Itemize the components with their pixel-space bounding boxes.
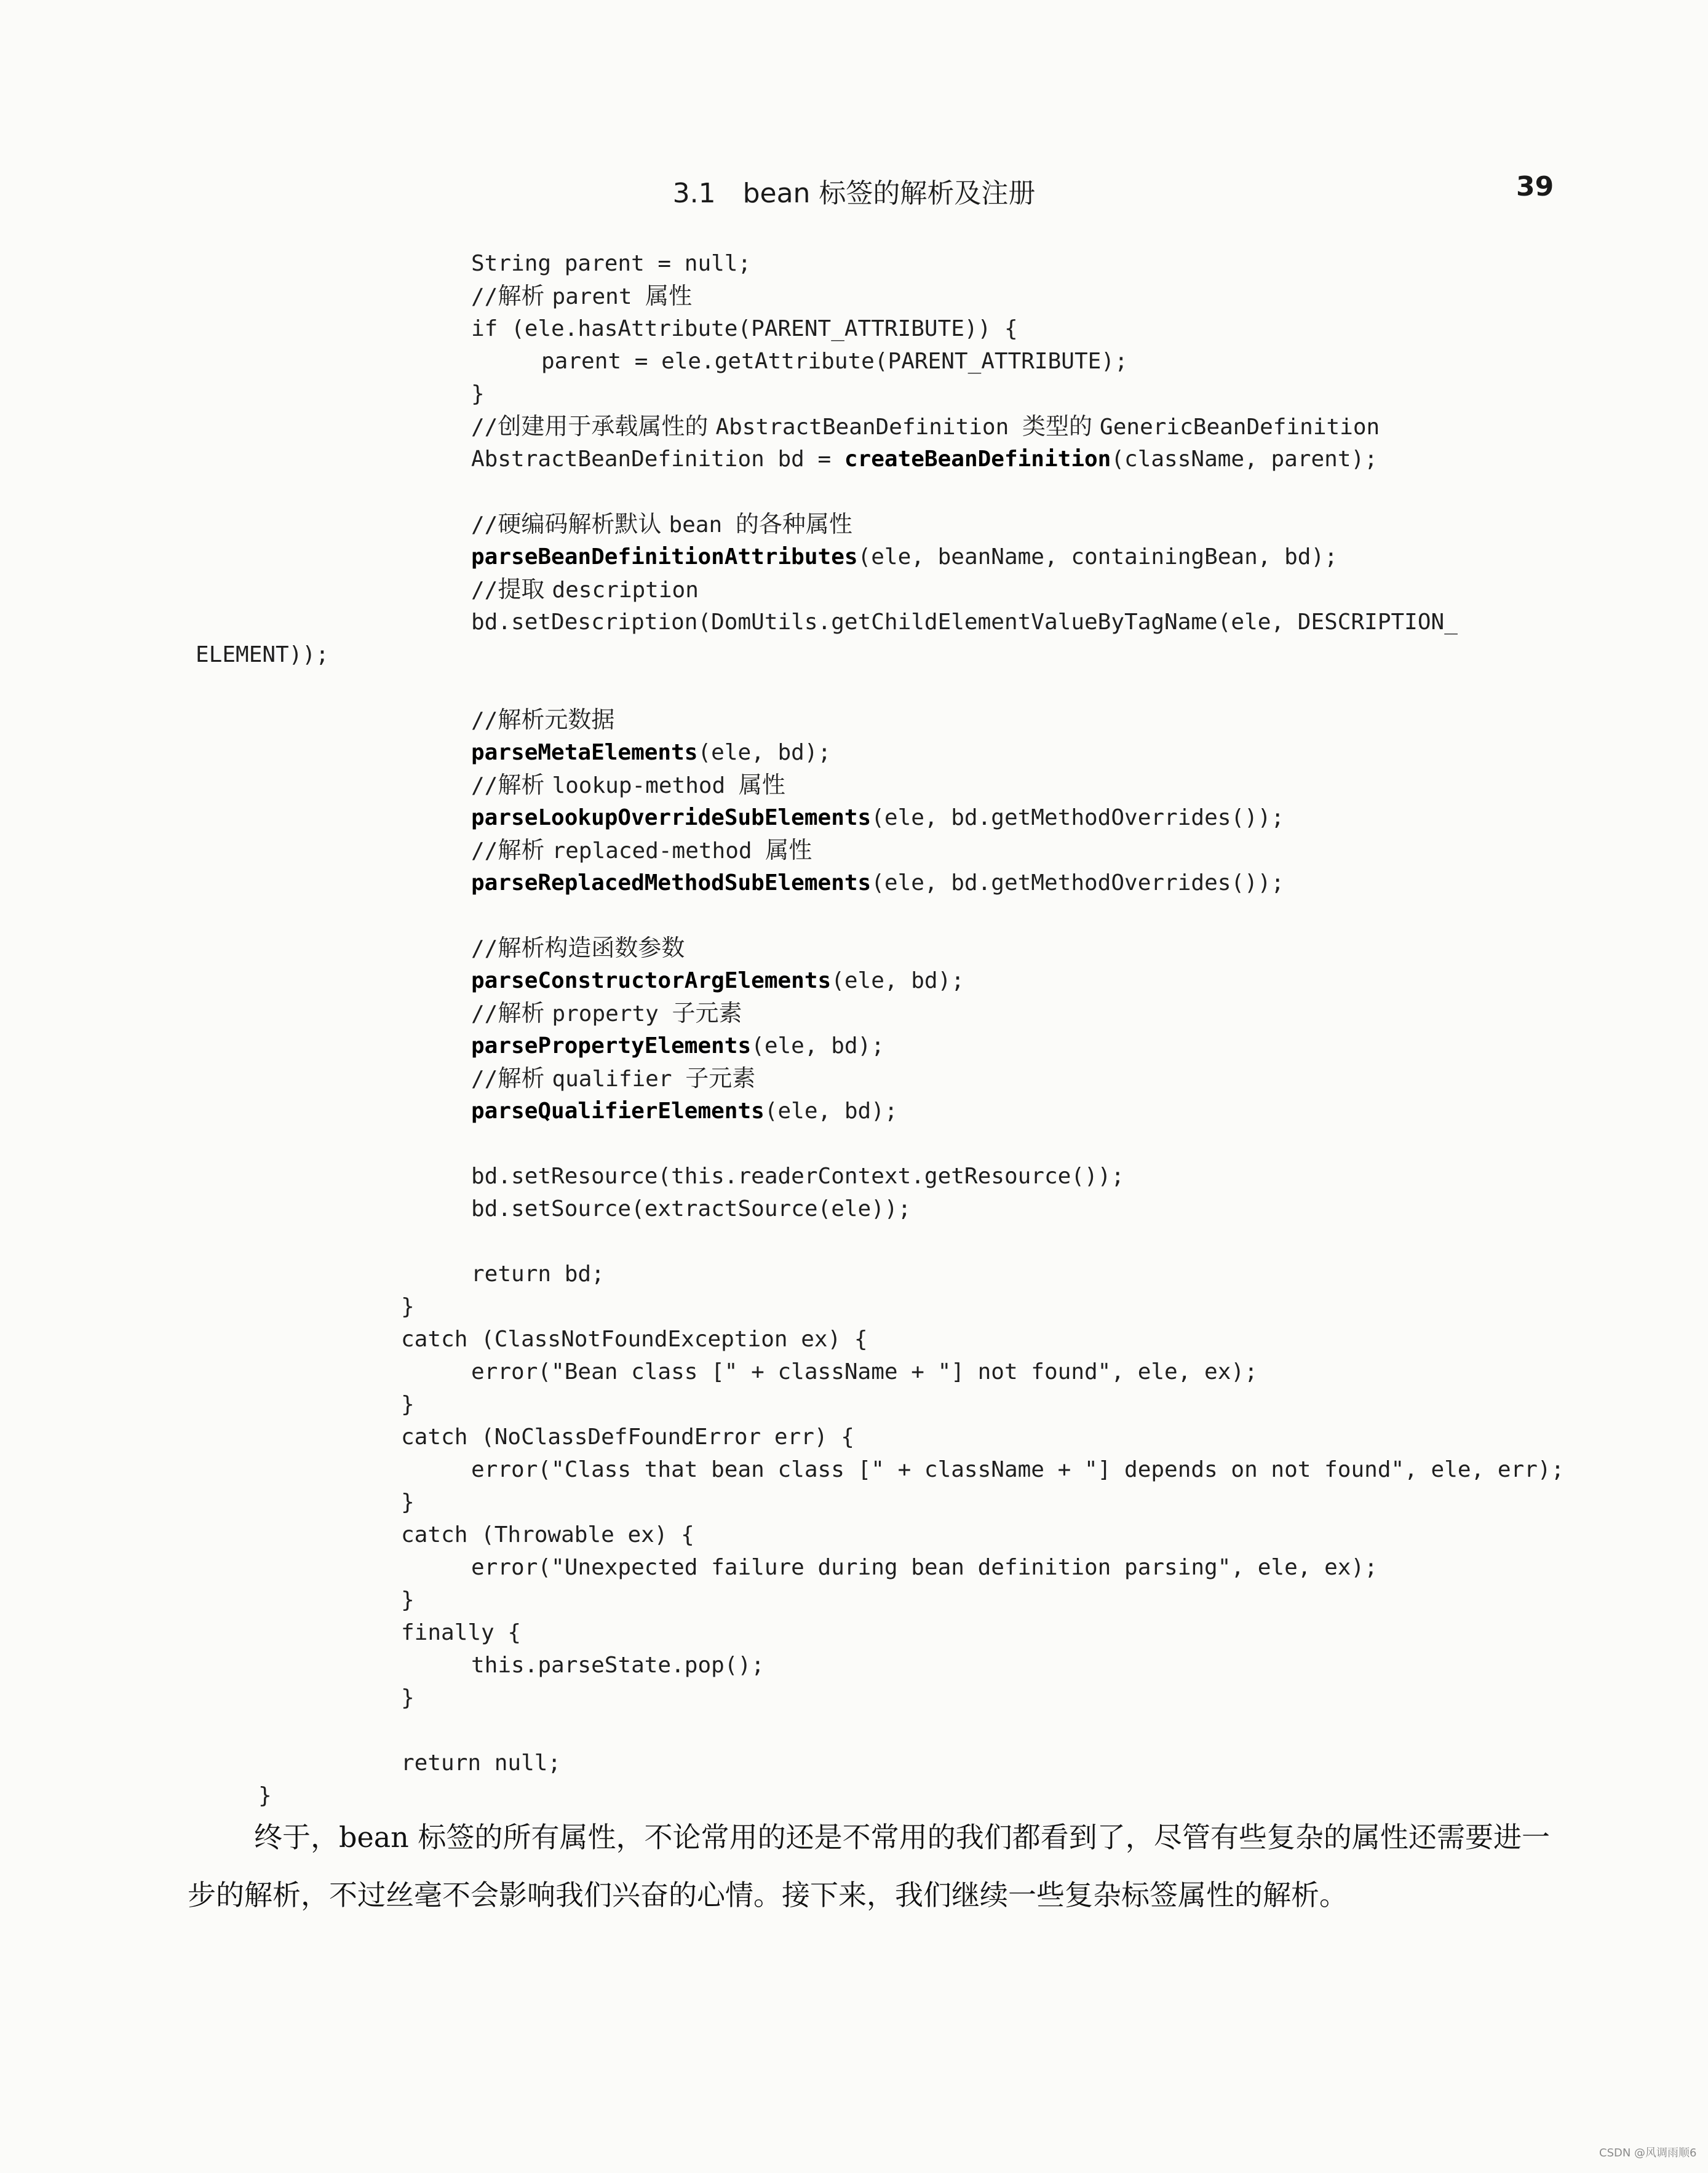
code-method-name: parseLookupOverrideSubElements [471,805,872,830]
code-token: error("Unexpected failure during bean definition parsing", ele, ex); [471,1555,1378,1580]
code-token: } [258,1783,272,1808]
code-comment-text: 解析 [498,282,552,309]
code-token: error("Class that bean class [" + className + "] depends on not found", ele, err); [471,1457,1565,1482]
code-token: bean [669,512,736,538]
code-token: error("Bean class [" + className + "] not found", ele, ex); [471,1359,1258,1384]
code-token: // [471,1001,498,1027]
code-line [471,704,614,736]
code-method-name: parseReplacedMethodSubElements [471,870,872,896]
code-method-name: parseMetaElements [471,740,698,765]
code-token: // [471,773,498,798]
code-token: (ele, bd); [831,968,964,993]
code-token: } [401,1587,415,1613]
code-token: } [401,1392,415,1417]
code-line [471,508,852,541]
page-number: 39 [1516,171,1554,202]
code-comment-text: 提取 [498,576,552,603]
code-line [471,769,785,801]
code-token: parent [552,284,646,309]
code-comment-text: 属性 [765,836,812,864]
code-token: bd.setDescription(DomUtils.getChildElementValueByTagName(ele, DESCRIPTION_ [471,610,1458,635]
code-line [471,280,692,312]
code-line [471,606,1458,638]
code-comment-text: 解析元数据 [498,706,615,733]
code-line [401,1519,694,1551]
code-line [401,1747,561,1779]
running-header-title: 3.1 bean 标签的解析及注册 [672,178,1036,209]
code-line [471,1258,605,1290]
code-line [471,834,812,867]
code-token: // [471,578,498,603]
code-token: finally { [401,1620,522,1645]
code-comment-text: 子元素 [672,999,742,1027]
code-token: (ele, bd); [764,1098,898,1124]
code-token: ELEMENT)); [196,642,329,667]
code-method-name: parseConstructorArgElements [471,968,832,993]
code-token: } [401,1490,415,1515]
code-token: (className, parent); [1111,447,1378,472]
code-comment-text: 属性 [738,771,785,798]
code-token: } [401,1294,415,1319]
code-comment-text: 属性 [645,282,693,309]
code-line [471,997,742,1030]
code-line [471,801,1284,834]
code-token: String parent = null; [471,251,752,276]
code-token: GenericBeanDefinition [1100,415,1380,440]
code-method-name: createBeanDefinition [844,447,1111,472]
code-token: (ele, beanName, containingBean, bd); [857,544,1338,570]
watermark: CSDN @风调雨顺6 [1599,2147,1697,2159]
code-line [401,1388,415,1421]
code-method-name: parsePropertyElements [471,1033,752,1059]
code-line [471,443,1378,475]
code-token: catch (ClassNotFoundException ex) { [401,1327,868,1352]
code-token: qualifier [552,1067,686,1092]
code-line [471,1356,1258,1388]
code-line [196,638,329,671]
code-token: // [471,415,498,440]
code-line [471,1551,1378,1584]
code-token: bd.setResource(this.readerContext.getResource()); [471,1164,1125,1189]
code-comment-text: 解析 [498,999,552,1027]
code-line [471,1649,765,1682]
code-comment-text: 类型的 [1022,413,1100,440]
code-token: } [471,381,485,407]
code-token: (ele, bd.getMethodOverrides()); [871,870,1285,896]
code-token: parent = ele.getAttribute(PARENT_ATTRIBUTE); [541,349,1128,374]
code-token: catch (Throwable ex) { [401,1522,694,1547]
code-line [401,1421,854,1453]
code-line [401,1290,415,1323]
code-line [401,1584,415,1616]
code-token: lookup-method [552,773,739,798]
code-comment-text: 的各种属性 [735,510,852,538]
code-token: this.parseState.pop(); [471,1653,765,1678]
code-line [471,541,1338,573]
code-line [471,1095,898,1127]
code-token: return null; [401,1750,562,1776]
code-line [471,867,1284,899]
code-comment-text: 解析构造函数参数 [498,934,685,961]
code-line [401,1616,521,1649]
code-line [471,964,964,997]
code-comment-text: 解析 [498,1065,552,1092]
code-comment-text: 创建用于承载属性的 [498,413,716,440]
code-comment-text: 子元素 [685,1065,756,1092]
code-line [471,1453,1564,1486]
code-comment-text: 硬编码解析默认 [498,510,669,538]
code-token: // [471,838,498,864]
code-token: (ele, bd.getMethodOverrides()); [871,805,1285,830]
code-line [471,573,699,606]
code-line [471,1062,755,1095]
code-line [471,1030,884,1062]
code-line [471,1160,1124,1193]
code-token: AbstractBeanDefinition bd = [471,447,844,472]
code-token: // [471,1067,498,1092]
code-line [471,378,485,410]
code-line [541,345,1128,378]
code-token: // [471,936,498,961]
code-line [471,410,1380,443]
code-token: catch (NoClassDefFoundError err) { [401,1424,854,1450]
code-comment-text: 解析 [498,836,552,864]
code-method-name: parseBeanDefinitionAttributes [471,544,858,570]
code-token: (ele, bd); [697,740,832,765]
code-line [401,1486,415,1519]
code-token: // [471,708,498,733]
code-token: replaced-method [552,838,766,864]
code-line [258,1779,272,1812]
code-token: // [471,512,498,538]
code-line [471,247,751,280]
code-line [471,932,685,964]
code-token: property [552,1001,672,1027]
code-line [401,1323,868,1356]
code-token: AbstractBeanDefinition [715,415,1022,440]
code-line [401,1682,415,1714]
code-line [471,1193,911,1225]
body-paragraph: 终于，bean 标签的所有属性，不论常用的还是不常用的我们都看到了，尽管有些复杂的属性还需要进一步的解析，不过丝毫不会影响我们兴奋的心情。接下来，我们继续一些复杂标签属性的解析。 [188,1821,1550,1912]
code-token: bd.setSource(extractSource(ele)); [471,1196,912,1222]
code-token: return bd; [471,1261,605,1287]
code-token: } [401,1685,415,1710]
code-token: if (ele.hasAttribute(PARENT_ATTRIBUTE)) { [471,316,1018,341]
code-comment-text: 解析 [498,771,552,798]
code-line [471,312,1018,345]
code-token: // [471,284,498,309]
code-token: description [552,578,699,603]
code-line [471,736,831,769]
code-method-name: parseQualifierElements [471,1098,765,1124]
code-token: (ele, bd); [751,1033,884,1059]
